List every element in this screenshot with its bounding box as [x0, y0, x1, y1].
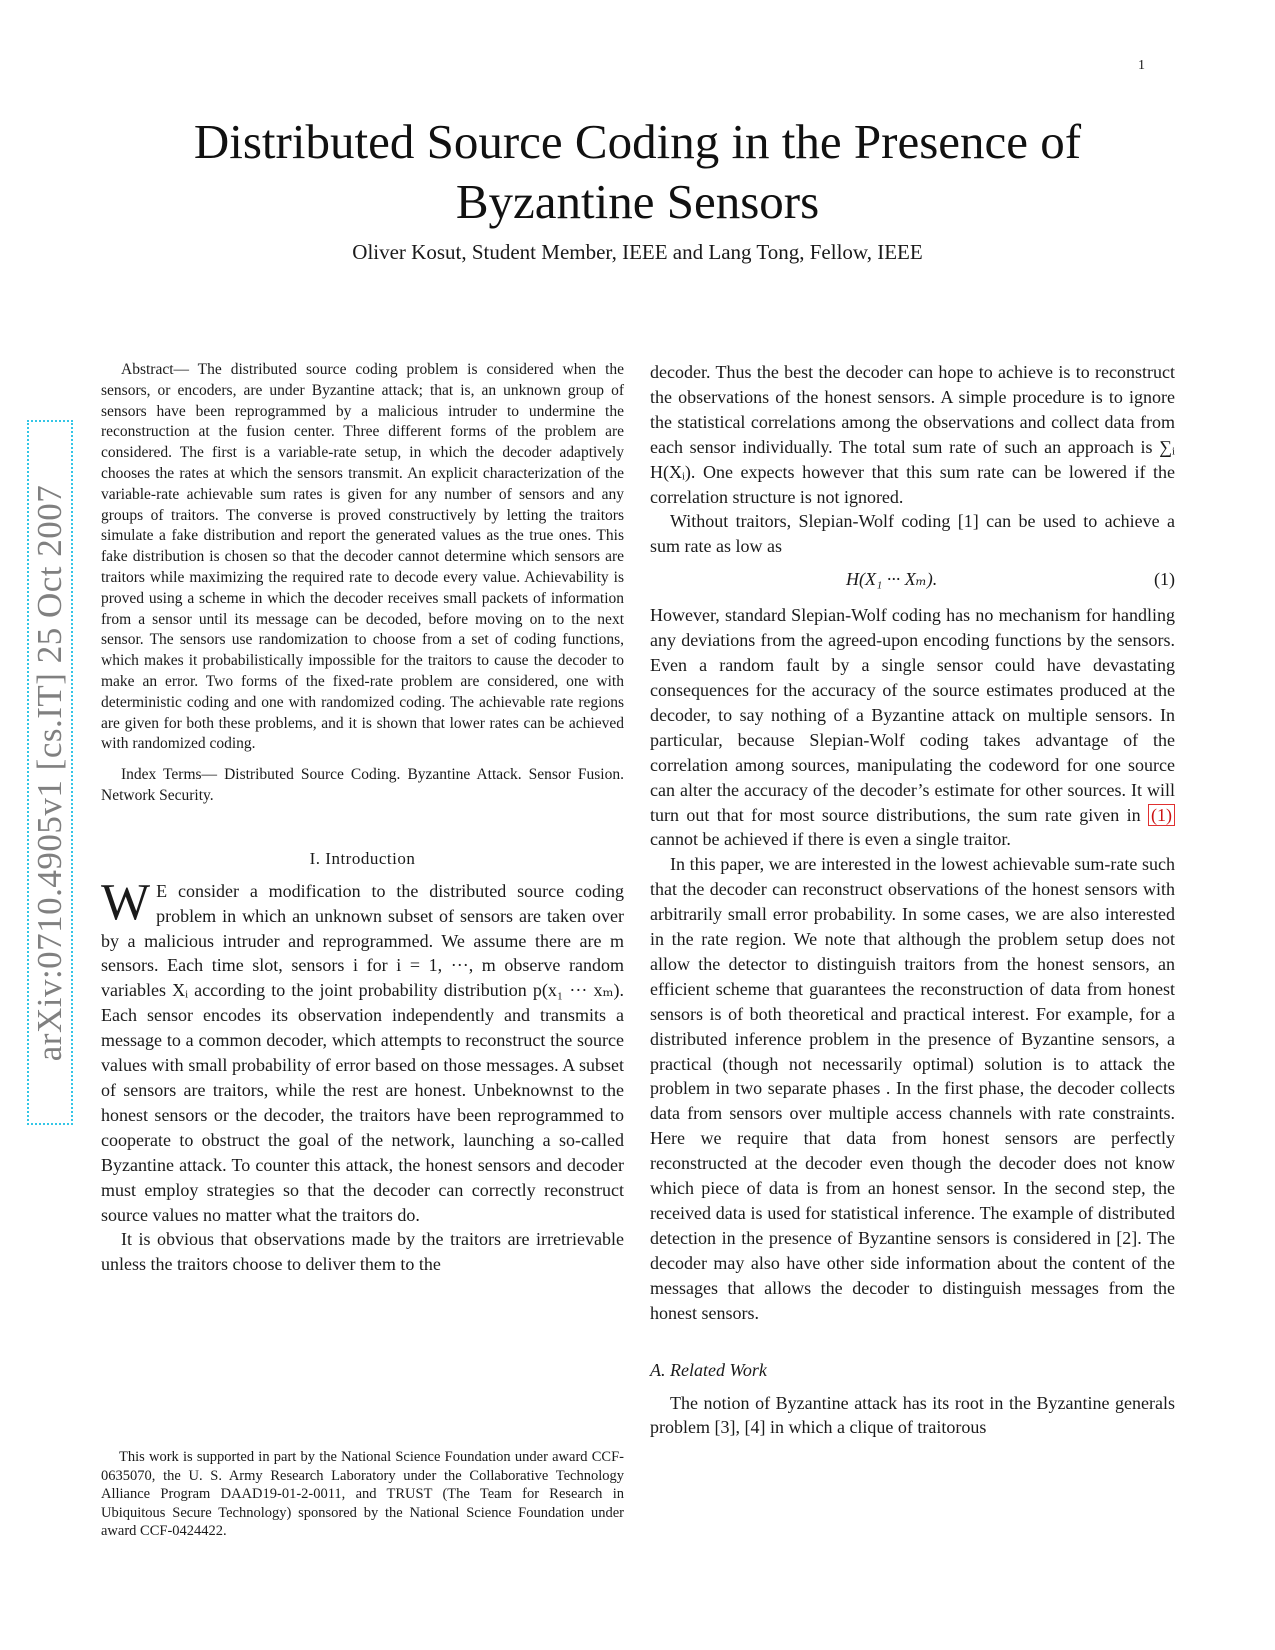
- abstract-text: Abstract— The distributed source coding problem is considered when the sensors, or encoders, are under Byzantine attack; that is, an unknown group of sensors have been reprogrammed by a malicious intruder to undermine the reconstruction at the fusion center. Three different forms of the problem are considered. The first is a variable-rate setup, in which the decoder adaptively chooses the rates at which the sensors transmit. An explicit characterization of the variable-rate achievable sum rates is given for any number of sensors and any groups of traitors. The converse is proved constructively by letting the traitors simulate a fake distribution and report the generated values as the true ones. This fake distribution is chosen so that the decoder cannot determine which sensors are traitors while maximizing the required rate to decode every value. Achievability is proved using a scheme in which the decoder receives small packets of information from a sensor until its message can be decoded, before moving on to the next sensor. The sensors use randomization to choose from a set of coding functions, which makes it probabilistically impossible for the traitors to cause the decoder to make an error. Two forms of the fixed-rate problem are considered, one with deterministic coding and one with randomized coding. The achievable rate regions are given for both these problems, and it is shown that lower rates can be achieved with randomized coding.: [101, 361, 624, 753]
- paragraph-however: [650, 603, 1175, 852]
- paper-title: Distributed Source Coding in the Presence of Byzantine Sensors: [193, 114, 1082, 229]
- left-column: [101, 360, 624, 1277]
- section-heading-introduction: I. Introduction: [309, 848, 416, 868]
- arxiv-stamp-text: arXiv:0710.4905v1 [cs.IT] 25 Oct 2007: [30, 484, 69, 1061]
- paragraph-related-work: The notion of Byzantine attack has its root in the Byzantine generals problem [3], [4] in which a clique of traitorous: [650, 1392, 1175, 1438]
- paragraph-in-this-paper: In this paper, we are interested in the lowest achievable sum-rate such that the decoder can reconstruct observations of the honest sensors with arbitrarily small error probability. In some cases, we are also interested in the rate region. We note that although the problem setup does not allow the detector to distinguish traitors from the honest sensors, an efficient scheme that guarantees the reconstruction of data from honest sensors is of both theoretical and practical interest. For example, for a distributed inference problem in the presence of Byzantine sensors, a practical (though not necessarily optimal) solution is to attack the problem in two separate phases . In the first phase, the decoder collects data from sensors over multiple access channels with rate constraints. Here we require that data from honest sensors are perfectly reconstructed at the decoder even though the decoder does not know which piece of data is from an honest sensor. In the second step, the received data is used for statistical inference. The example of distributed detection in the presence of Byzantine sensors is considered in [2]. The decoder may also have other side information about the content of the messages that allows the decoder to distinguish messages from the honest sensors.: [650, 854, 1175, 1323]
- equation-reference-link[interactable]: (1): [1148, 804, 1175, 826]
- equation-1: [650, 559, 1175, 603]
- right-column: [650, 360, 1175, 1440]
- index-terms: [101, 765, 624, 807]
- page-number: 1: [1138, 58, 1145, 73]
- equation-expression: H(X₁ ··· Xₘ).: [846, 569, 938, 590]
- index-terms-text: Index Terms— Distributed Source Coding. Byzantine Attack. Sensor Fusion. Network Security.: [101, 766, 624, 804]
- arxiv-stamp: [27, 420, 73, 1125]
- paragraph-however-end: cannot be achieved if there is even a single traitor.: [650, 829, 1011, 850]
- abstract: [101, 360, 624, 755]
- equation-number: (1): [1154, 569, 1175, 590]
- drop-cap: W: [101, 873, 151, 931]
- footnote: [101, 1448, 624, 1541]
- intro-paragraph-2: It is obvious that observations made by the traitors are irretrievable unless the traitors choose to deliver them to the: [101, 1229, 624, 1275]
- paragraph-without-traitors: Without traitors, Slepian-Wolf coding [1] can be used to achieve a sum rate as low as: [650, 511, 1175, 557]
- footnote-text: This work is supported in part by the National Science Foundation under award CCF-0635070, the U. S. Army Research Laboratory under the Collaborative Technology Alliance Program DAAD19-01-2-0011, and TRUST (The Team for Research in Ubiquitous Secure Technology) sponsored by the National Science Foundation under award CCF-0424422.: [101, 1449, 624, 1540]
- paragraph-however-text: However, standard Slepian-Wolf coding has no mechanism for handling any deviations from the agreed-upon encoding functions by the sensors. Even a random fault by a single sensor could have devastating consequences for the accuracy of the source estimates produced at the decoder, to say nothing of a Byzantine attack on multiple sensors. In particular, because Slepian-Wolf coding takes advantage of the correlation among sources, manipulating the codeword for one source can alter the accuracy of the decoder’s estimate for other sources. It will turn out that for most source distributions, the sum rate given in: [650, 605, 1175, 825]
- intro-paragraph-1-text: E consider a modification to the distributed source coding problem in which an unknown subset of sensors are taken over by a malicious intruder and reprogrammed. We assume there are m sensors. Each time slot, sensors i for i = 1, ···, m observe random variables Xᵢ according to the joint probability distribution p(x₁ ··· xₘ). Each sensor encodes its observation independently and transmits a message to a common decoder, which attempts to reconstruct the source values with small probability of error based on those messages. A subset of sensors are traitors, while the rest are honest. Unbeknownst to the honest sensors or the decoder, the traitors have been reprogrammed to cooperate to obstruct the goal of the network, launching a so-called Byzantine attack. To counter this attack, the honest sensors and decoder must employ strategies so that the decoder can correctly reconstruct source values no matter what the traitors do.: [101, 880, 624, 1225]
- paragraph-decoder-continued: decoder. Thus the best the decoder can hope to achieve is to reconstruct the observations of the honest sensors. A simple procedure is to ignore the statistical correlations among the observations and collect data from each sensor individually. The total sum rate of such an approach is ∑ᵢ H(Xᵢ). One expects however that this sum rate can be lowered if the correlation structure is not ignored.: [650, 362, 1175, 507]
- paper-authors: Oliver Kosut, Student Member, IEEE and Lang Tong, Fellow, IEEE: [352, 240, 923, 264]
- subsection-heading-related-work: A. Related Work: [650, 1359, 767, 1380]
- intro-paragraph-1: [101, 873, 624, 1228]
